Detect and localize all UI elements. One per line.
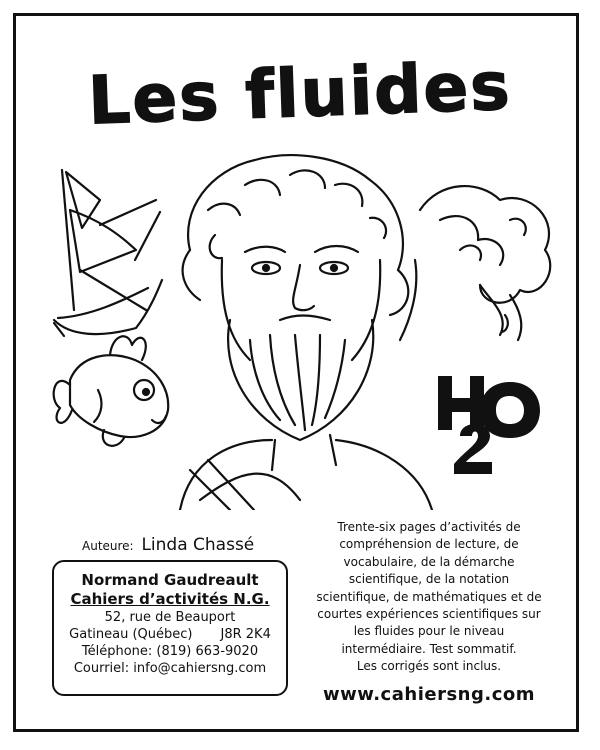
publisher-brand: Cahiers d’activités N.G.: [70, 590, 270, 608]
description-line: compréhension de lecture, de: [339, 537, 519, 552]
author-name: Linda Chassé: [141, 535, 255, 555]
publisher-city: Gatineau (Québec): [69, 627, 193, 642]
description-line: Trente-six pages d’activités de: [337, 520, 521, 534]
description-line: scientifique, de mathématiques et de: [316, 589, 542, 604]
publisher-card: [52, 560, 288, 696]
description-line: les fluides pour le niveau: [353, 624, 505, 639]
publisher-city-line: [54, 626, 286, 643]
author-line: [82, 535, 254, 555]
publisher-email: Courriel: info@cahiersng.com: [73, 661, 267, 676]
description-line: courtes expériences scientifiques sur: [317, 607, 541, 622]
fish-icon: [54, 336, 169, 446]
archimedes-portrait: [180, 155, 432, 510]
book-description: [300, 519, 558, 676]
wave-icon: [400, 186, 550, 340]
sailing-ship-icon: [54, 170, 162, 336]
publisher-street: 52, rue de Beauport: [104, 610, 236, 625]
title-text: Les fluides: [86, 47, 513, 140]
publisher-name: Normand Gaudreault: [81, 571, 259, 589]
publisher-phone: Téléphone: (819) 663-9020: [81, 644, 259, 659]
description-line: Les corrigés sont inclus.: [356, 659, 502, 674]
author-label: Auteure:: [82, 539, 134, 553]
description-line: intermédiaire. Test sommatif.: [341, 641, 517, 656]
page-title: [0, 38, 600, 148]
h2o-logo: [438, 376, 540, 474]
cover-illustration: [40, 140, 560, 510]
description-line: vocabulaire, de la démarche: [343, 554, 515, 569]
publisher-postal: J8R 2K4: [220, 627, 271, 642]
description-line: scientifique, de la notation: [348, 572, 510, 587]
website-link[interactable]: www.cahiersng.com: [322, 684, 535, 705]
